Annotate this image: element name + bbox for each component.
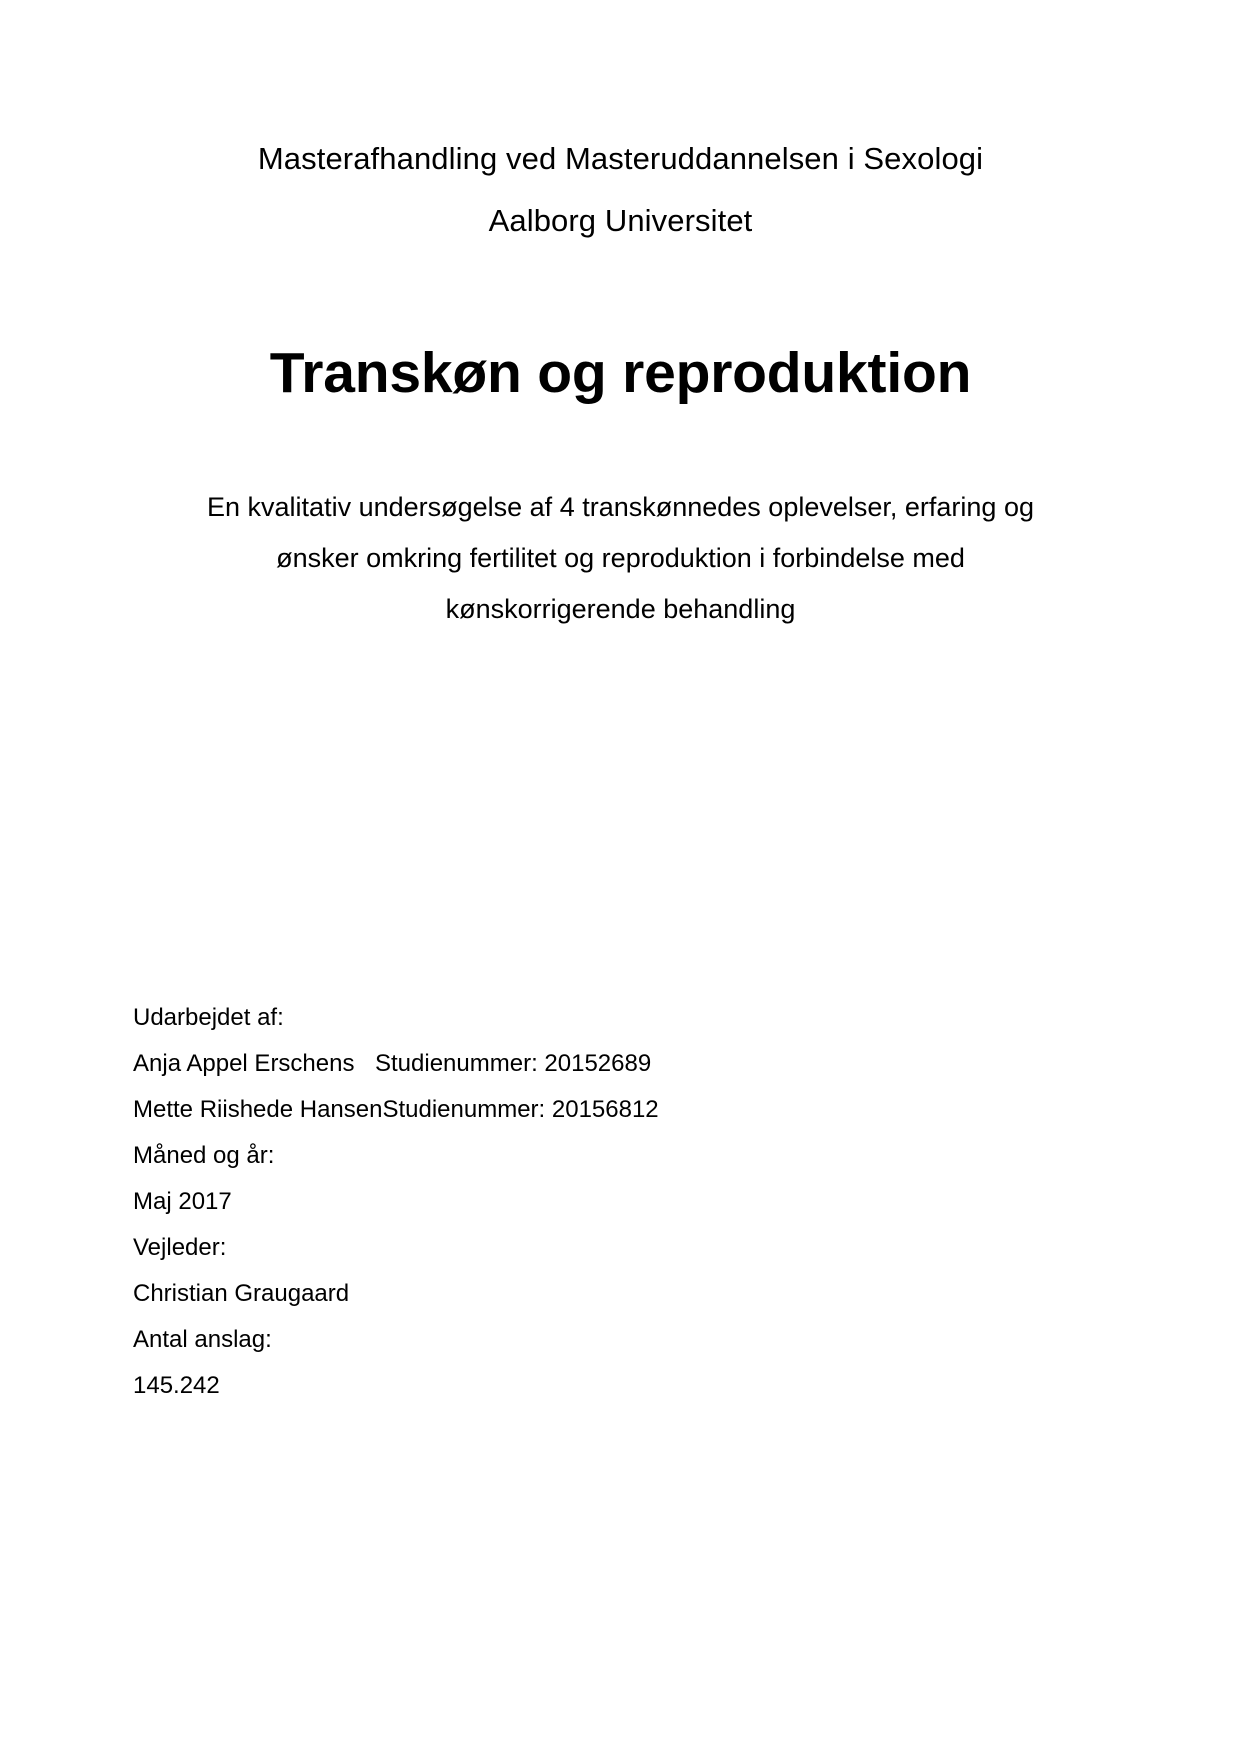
month-year-value-row [133, 1179, 659, 1225]
subtitle-line-3: kønskorrigerende behandling [445, 594, 796, 624]
month-year-label: Måned og år: [133, 1142, 275, 1169]
subtitle-line-1: En kvalitativ undersøgelse af 4 transkønnedes oplevelser, erfaring og [207, 492, 1034, 522]
page-title: Transkøn og reproduktion [269, 341, 972, 405]
character-count-label-row [133, 1317, 659, 1363]
supervisor-label-row [133, 1225, 659, 1271]
author-name: Mette Riishede Hansen [133, 1096, 383, 1123]
prepared-by-row [133, 995, 659, 1041]
institution-line-university: Aalborg Universitet [488, 203, 753, 238]
colophon-block [133, 995, 659, 1409]
supervisor-value-row [133, 1271, 659, 1317]
subtitle-block [150, 482, 1091, 635]
author-row [133, 1041, 659, 1087]
character-count-value: 145.242 [133, 1372, 220, 1399]
supervisor-value: Christian Graugaard [133, 1280, 350, 1307]
month-year-value: Maj 2017 [133, 1188, 232, 1215]
supervisor-label: Vejleder: [133, 1234, 227, 1261]
author-name: Anja Appel Erschens [133, 1050, 355, 1077]
character-count-label: Antal anslag: [133, 1326, 272, 1353]
character-count-value-row [133, 1363, 659, 1409]
author-row [133, 1087, 659, 1133]
month-year-label-row [133, 1133, 659, 1179]
author-student-number: Studienummer: 20156812 [382, 1096, 659, 1123]
prepared-by-label: Udarbejdet af: [133, 1004, 284, 1031]
institution-line-programme: Masterafhandling ved Masteruddannelsen i Sexologi [257, 141, 984, 176]
subtitle-line-2: ønsker omkring fertilitet og reproduktion i forbindelse med [276, 543, 965, 573]
author-student-number: Studienummer: 20152689 [375, 1050, 652, 1077]
institution-header [0, 128, 1241, 252]
